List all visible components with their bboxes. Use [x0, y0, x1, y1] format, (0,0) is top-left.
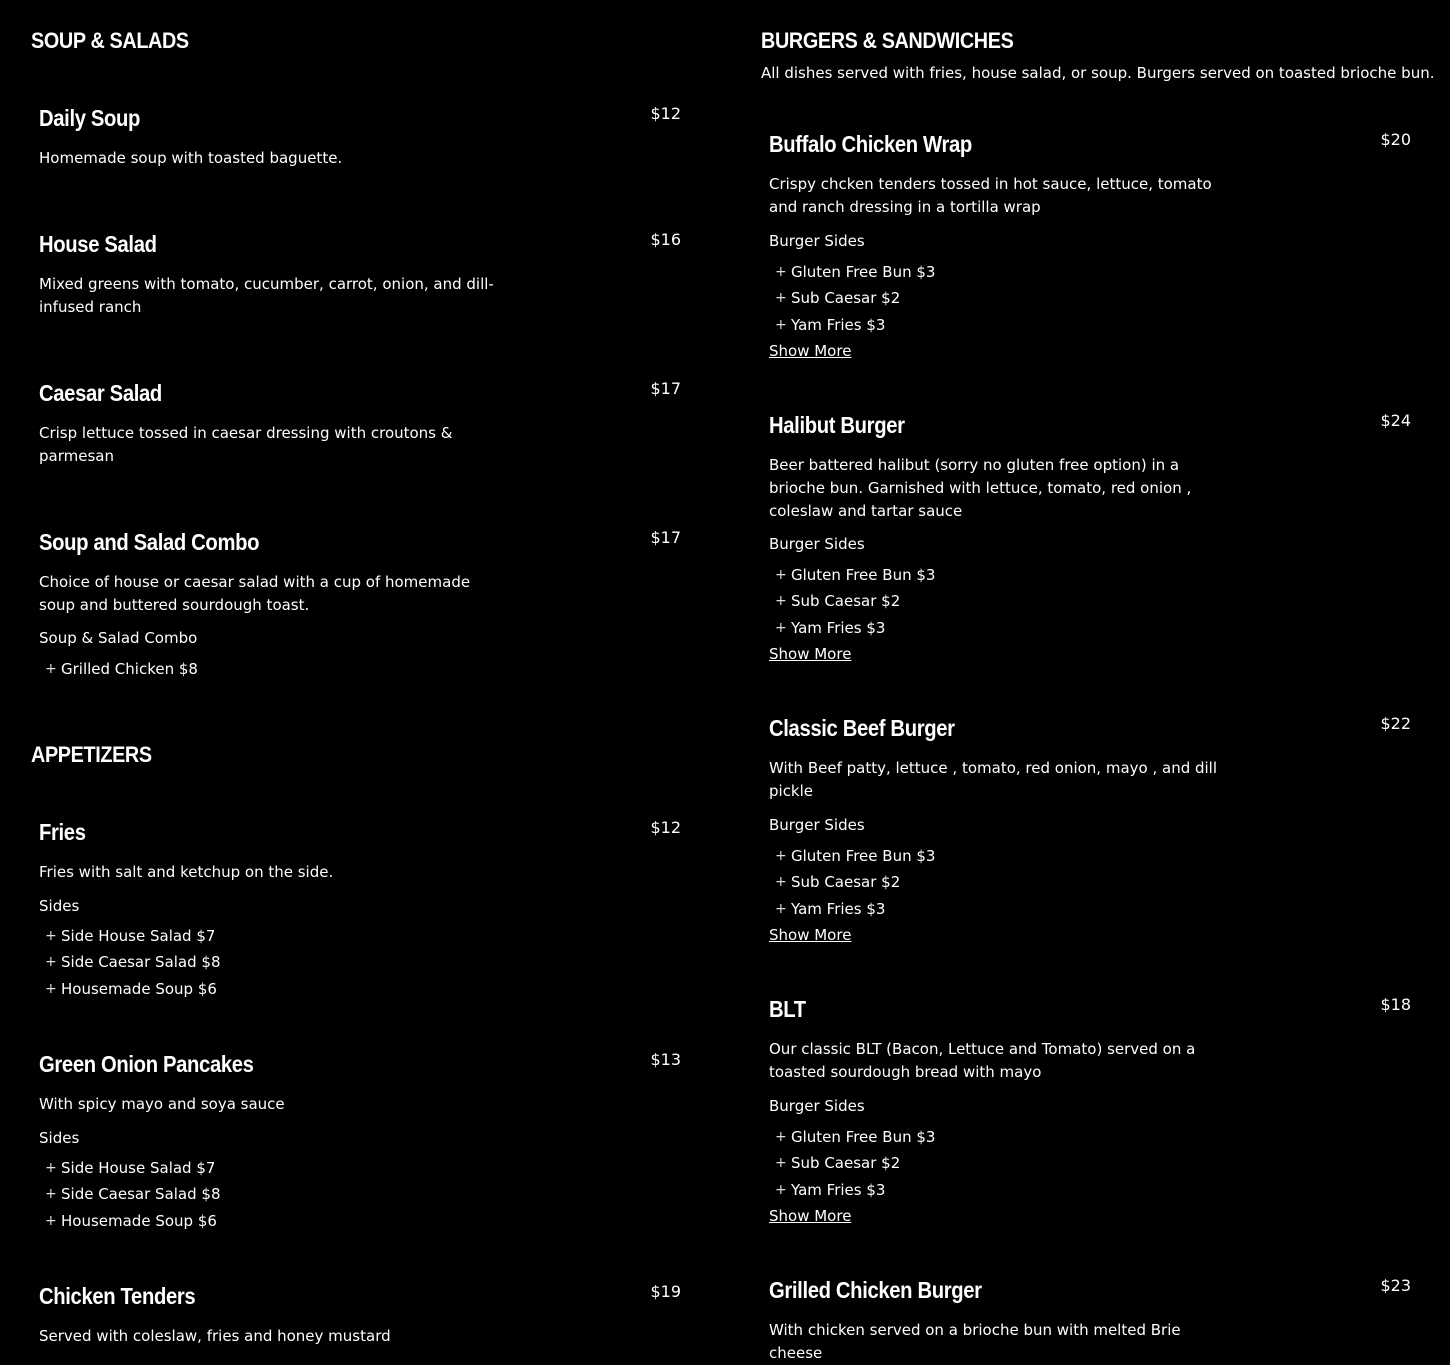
show-more-link[interactable]: Show More: [769, 1207, 852, 1225]
option-group-label: Burger Sides: [769, 816, 865, 834]
show-more-link[interactable]: Show More: [769, 342, 852, 360]
plus-icon: +: [45, 1160, 57, 1176]
item-name: Halibut Burger: [769, 412, 905, 438]
item-name: Soup and Salad Combo: [39, 529, 260, 555]
option-label: Sub Caesar $2: [791, 289, 901, 308]
option-sub-caesar[interactable]: [775, 1153, 935, 1179]
option-gluten-free-bun[interactable]: [775, 1127, 935, 1153]
plus-icon: +: [45, 928, 57, 944]
item-name: Chicken Tenders: [39, 1283, 196, 1309]
plus-icon: +: [775, 264, 787, 280]
option-sub-caesar[interactable]: [775, 872, 935, 898]
section-description: All dishes served with fries, house salad, or soup. Burgers served on toasted brioche bun.: [761, 64, 1435, 82]
option-list: [775, 1127, 935, 1206]
item-description: With Beef patty, lettuce , tomato, red onion, mayo , and dill pickle: [769, 759, 1218, 800]
item-name: Classic Beef Burger: [769, 715, 955, 741]
option-sub-caesar[interactable]: [775, 288, 935, 314]
option-list: [45, 1158, 221, 1237]
item-description: With spicy mayo and soya sauce: [39, 1095, 285, 1113]
option-label: Housemade Soup $6: [61, 979, 217, 998]
option-yam-fries[interactable]: [775, 1180, 935, 1206]
option-label: Yam Fries $3: [791, 315, 886, 334]
option-list: [45, 659, 198, 685]
option-label: Grilled Chicken $8: [61, 660, 198, 678]
option-label: Yam Fries $3: [791, 618, 886, 637]
item-price: $19: [650, 1282, 681, 1301]
option-group-label: Burger Sides: [769, 232, 865, 250]
item-price: $16: [650, 230, 681, 249]
item-price: $17: [650, 528, 681, 547]
option-side-caesar-salad[interactable]: [45, 1184, 221, 1210]
option-label: Side House Salad $7: [61, 1159, 216, 1177]
option-group-label: Burger Sides: [769, 535, 865, 553]
option-group-label: Burger Sides: [769, 1097, 865, 1115]
option-list: [775, 846, 935, 925]
option-side-caesar-salad[interactable]: [45, 952, 221, 978]
item-name: House Salad: [39, 231, 157, 257]
option-yam-fries[interactable]: [775, 899, 935, 925]
item-description: With chicken served on a brioche bun with melted Brie cheese: [769, 1321, 1181, 1362]
show-more-link[interactable]: Show More: [769, 926, 852, 944]
plus-icon: +: [775, 900, 787, 917]
plus-icon: +: [45, 661, 57, 677]
item-description: Beer battered halibut (sorry no gluten free option) in a brioche bun. Garnished with lettuce, tomato, red onion , coleslaw and tartar sauce: [769, 456, 1192, 520]
option-label: Side House Salad $7: [61, 927, 216, 945]
option-label: Yam Fries $3: [791, 1180, 886, 1199]
item-description: Fries with salt and ketchup on the side.: [39, 863, 334, 881]
plus-icon: +: [775, 593, 787, 610]
option-label: Side Caesar Salad $8: [61, 953, 221, 972]
item-price: $12: [650, 104, 681, 123]
option-group-label: Sides: [39, 1129, 80, 1147]
item-price: $23: [1380, 1276, 1411, 1295]
item-price: $20: [1380, 130, 1411, 149]
option-yam-fries[interactable]: [775, 618, 935, 644]
plus-icon: +: [775, 1155, 787, 1172]
item-name: Fries: [39, 819, 86, 845]
option-group-label: Sides: [39, 897, 80, 915]
option-housemade-soup[interactable]: [45, 1211, 221, 1237]
plus-icon: +: [775, 1129, 787, 1145]
item-description: Our classic BLT (Bacon, Lettuce and Tomato) served on a toasted sourdough bread with mayo: [769, 1040, 1196, 1081]
item-description: Choice of house or caesar salad with a cup of homemade soup and buttered sourdough toast.: [39, 573, 471, 614]
option-yam-fries[interactable]: [775, 315, 935, 341]
item-name: Caesar Salad: [39, 380, 162, 406]
item-name: Daily Soup: [39, 105, 141, 131]
plus-icon: +: [45, 954, 57, 971]
plus-icon: +: [775, 848, 787, 864]
option-gluten-free-bun[interactable]: [775, 846, 935, 872]
item-price: $12: [650, 818, 681, 837]
plus-icon: +: [775, 567, 787, 583]
option-list: [45, 926, 221, 1005]
plus-icon: +: [45, 980, 57, 997]
option-list: [775, 262, 935, 341]
option-grilled-chicken[interactable]: [45, 659, 198, 685]
option-housemade-soup[interactable]: [45, 979, 221, 1005]
option-label: Gluten Free Bun $3: [791, 847, 936, 865]
plus-icon: +: [45, 1186, 57, 1203]
section-title-burgers-sandwiches: BURGERS & SANDWICHES: [761, 28, 1014, 53]
show-more-link[interactable]: Show More: [769, 645, 852, 663]
plus-icon: +: [775, 290, 787, 307]
option-sub-caesar[interactable]: [775, 591, 935, 617]
option-group-label: Soup & Salad Combo: [39, 629, 198, 647]
item-name: Green Onion Pancakes: [39, 1051, 254, 1077]
item-price: $13: [650, 1050, 681, 1069]
item-name: Buffalo Chicken Wrap: [769, 131, 972, 157]
item-price: $22: [1380, 714, 1411, 733]
option-label: Gluten Free Bun $3: [791, 263, 936, 281]
option-side-house-salad[interactable]: [45, 926, 221, 952]
option-gluten-free-bun[interactable]: [775, 565, 935, 591]
section-title-appetizers: APPETIZERS: [31, 742, 152, 767]
plus-icon: +: [775, 619, 787, 636]
item-price: $24: [1380, 411, 1411, 430]
option-list: [775, 565, 935, 644]
item-description: Crispy chcken tenders tossed in hot sauce, lettuce, tomato and ranch dressing in a tortilla wrap: [769, 175, 1212, 216]
option-label: Sub Caesar $2: [791, 873, 901, 892]
item-name: BLT: [769, 996, 806, 1022]
plus-icon: +: [775, 1181, 787, 1198]
option-label: Gluten Free Bun $3: [791, 1128, 936, 1146]
item-name: Grilled Chicken Burger: [769, 1277, 982, 1303]
item-description: Mixed greens with tomato, cucumber, carrot, onion, and dill-infused ranch: [39, 275, 494, 316]
section-title-soup-salads: SOUP & SALADS: [31, 28, 189, 53]
item-description: Crisp lettuce tossed in caesar dressing with croutons & parmesan: [39, 424, 453, 465]
option-label: Yam Fries $3: [791, 899, 886, 918]
item-description: Homemade soup with toasted baguette.: [39, 149, 343, 167]
option-gluten-free-bun[interactable]: [775, 262, 935, 288]
plus-icon: +: [45, 1212, 57, 1229]
plus-icon: +: [775, 316, 787, 333]
item-price: $18: [1380, 995, 1411, 1014]
item-description: Served with coleslaw, fries and honey mustard: [39, 1327, 391, 1345]
option-label: Sub Caesar $2: [791, 1154, 901, 1173]
option-label: Side Caesar Salad $8: [61, 1185, 221, 1204]
item-price: $17: [650, 379, 681, 398]
option-label: Housemade Soup $6: [61, 1211, 217, 1230]
plus-icon: +: [775, 874, 787, 891]
option-label: Sub Caesar $2: [791, 592, 901, 611]
option-label: Gluten Free Bun $3: [791, 566, 936, 584]
option-side-house-salad[interactable]: [45, 1158, 221, 1184]
